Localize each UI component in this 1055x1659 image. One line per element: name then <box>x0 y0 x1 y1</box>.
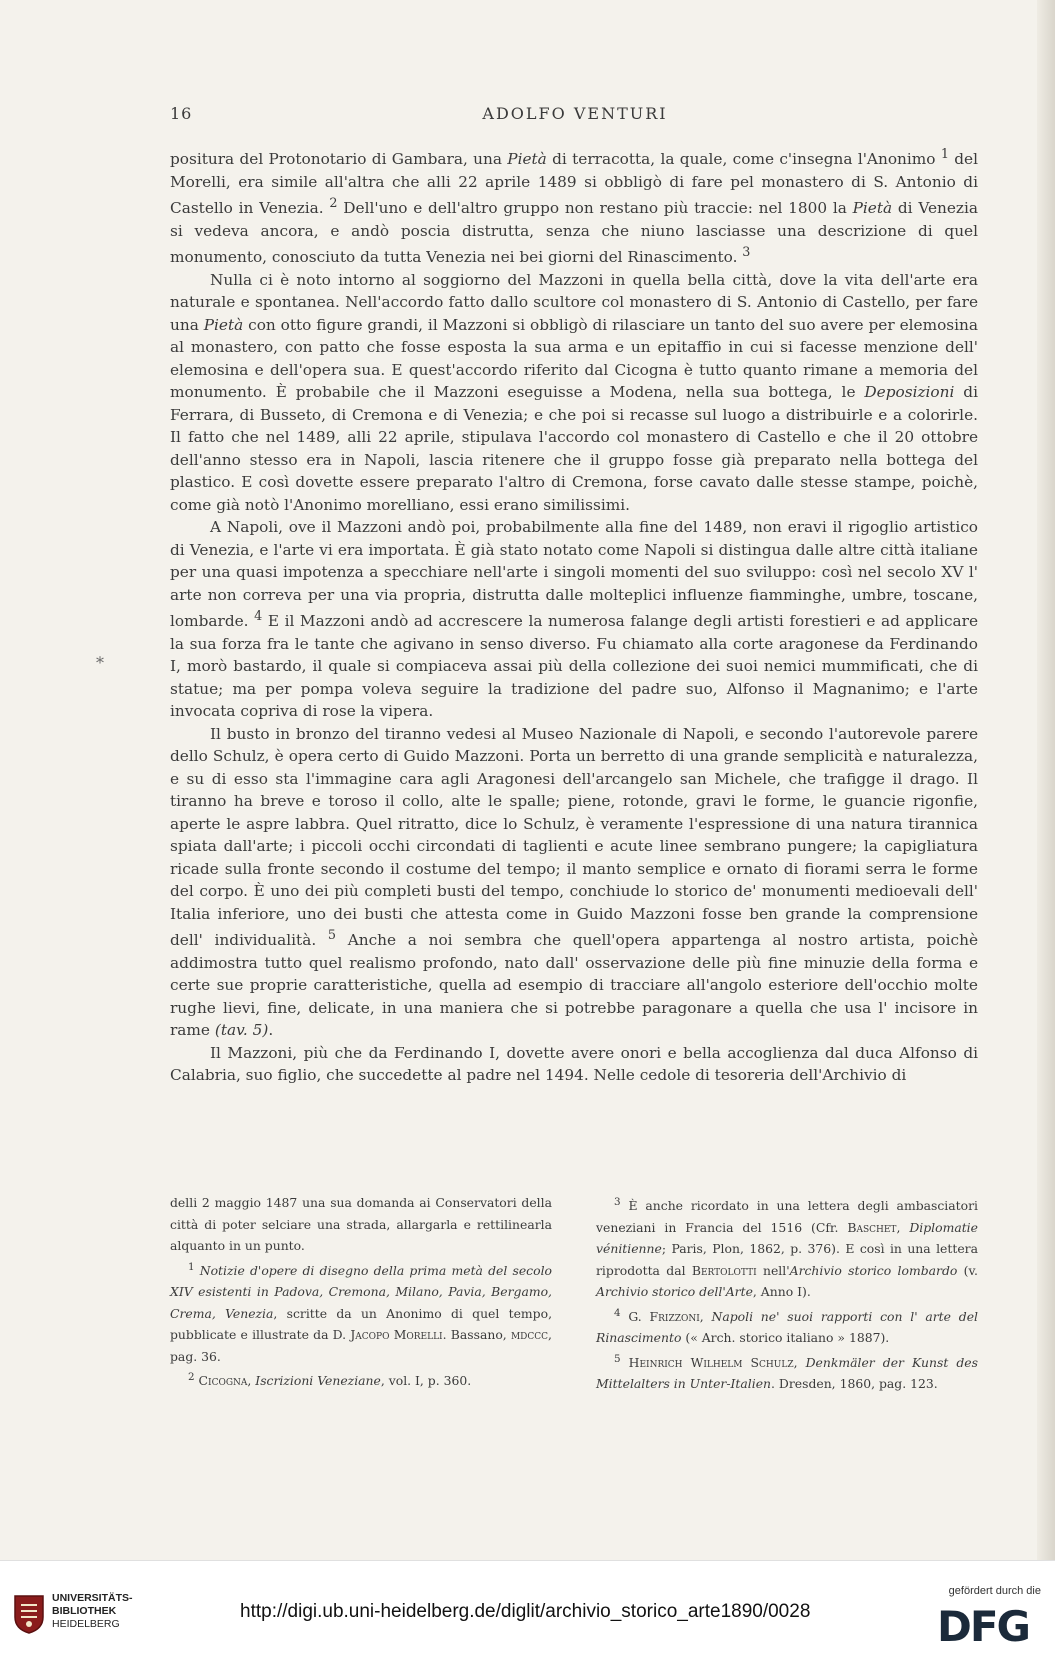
paragraph: Il Mazzoni, più che da Ferdinando I, dovette avere onori e bella accoglienza dal duca Alfonso di Calabria, suo figlio, che succedette al padre nel 1494. Nelle cedole di tesoreria dell'Archivio di <box>170 1043 978 1085</box>
institution-name-line: BIBLIOTHEK <box>52 1605 117 1617</box>
footnotes <box>170 1192 978 1402</box>
paragraph: Il busto in bronzo del tiranno vedesi al Museo Nazionale di Napoli, e secondo l'autorevole parere dello Schulz, è opera certo di Guido Mazzoni. Porta un berretto di una grande semplicità e naturalezza, e su di esso sta l'immagine cara agli Aragonesi dell'arcangelo san Michele, che trafigge il drago. Il tiranno ha breve e toroso il collo, alte le spalle; piene, rotonde, gravi le forme, le guancie rigonfie, aperte le aspre labbra. Quel ritratto, dice lo Schulz, è veramente l'espressione di una natura tirannica spiata dall'arte; i piccoli occhi circondati di taglienti e acute linee sembrano pungere; la capigliatura ricade sulla fronte secondo il costume del tempo; il manto semplice e ornato di fiorami serra le forme del corpo. È uno dei più completi busti del tempo, conchiude lo storico de' monumenti medioevali dell' Italia inferiore, uno dei busti che attesta come in Guido Mazzoni fosse ben grande la comprensione dell' individualità. $^5$ Anche a noi sembra che quell'opera appartenga al nostro artista, poichè addimostra tutto quel realismo profondo, nato dall' osservazione delle più fine minuzie della forma e certe sue proprie caratteristiche, quella ad esempio di tracciare all'angolo esteriore dell'occhio molte rughe lievi, fine, delicate, in una maniera che si potrebbe paragonare a quella che usa l' incisore in rame (tav. 5). <box>170 724 979 1040</box>
page-gutter-shadow <box>1037 0 1055 1560</box>
paragraph: A Napoli, ove il Mazzoni andò poi, probabilmente alla fine del 1489, non eravi il rigoglio artistico di Venezia, e l'arte vi era importata. È già stato notato come Napoli si distingua dalle altre città italiane per una quasi impotenza a specchiare nell'arte i singoli momenti del suo sviluppo: così nel secolo XV l' arte non correva per una via propria, distrutta dalle molteplici influenze fiamminghe, umbre, toscane, lombarde. $^4$ E il Mazzoni andò ad accrescere la numerosa falange degli artisti forestieri e ad applicare la sua forza fra le tante che agivano in senso diverso. Fu chiamato alla corte aragonese da Ferdinando I, morò bastardo, il quale si compiaceva assai più della collezione dei suoi nemici mummificati, che di statue; ma per pompa voleva seguire la tradizione del padre suo, Alfonso il Magnanimo; e l'arte invocata copriva di rose la vipera. <box>170 518 978 721</box>
institution-name-line: HEIDELBERG <box>52 1618 120 1630</box>
running-head <box>170 104 980 126</box>
footnote-5: $^5$ Heinrich Wilhelm Schulz, Denkmäler der Kunst des Mittelalters in Unter-Italien. Dresden, 1860, pag. 123. <box>596 1352 978 1392</box>
viewer-footer <box>0 1560 1055 1659</box>
footnote-3: $^3$ È anche ricordato in una lettera degli ambasciatori veneziani in Francia del 1516 (Cfr. Baschet, Diplomatie vénitienne; Paris, Plon, 1862, p. 376). E così in una lettera riprodotta dal Bertolotti nell'Archivio storico lombardo (v. Archivio storico dell'Arte, Anno I). <box>596 1196 978 1300</box>
funding-caption: gefördert durch die <box>948 1585 1041 1597</box>
paragraph: Nulla ci è noto intorno al soggiorno del Mazzoni in quella bella città, dove la vita dell'arte era naturale e spontanea. Nell'accordo fatto dallo scultore col monastero di S. Antonio di Castello, per fare una Pietà con otto figure grandi, il Mazzoni si obbligò di rilasciare un tanto del suo avere per elemosina al monastero, con patto che fosse esposta la sua arma e un epitaffio in cui si facesse menzione dell' elemosina e dell'opera sua. E quest'accordo riferito dal Cicogna è tutto quanto rimane a memoria del monumento. È probabile che il Mazzoni eseguisse a Modena, nella sua bottega, le Deposizioni di Ferrara, di Busseto, di Cremona e di Venezia; e che poi si recasse sul luogo a distribuirle e a colorirle. Il fatto che nel 1489, alli 22 aprile, stipulava l'accordo col monastero di Castello e che il 20 ottobre dell'anno stesso era in Napoli, lascia ritenere che il gruppo fosse già preparato nella bottega del plastico. E così dovette essere preparato l'altro di Cremona, forse cavato dalle stesse stampe, poichè, come già notò l'Anonimo morelliano, essi erano similissimi. <box>170 270 979 514</box>
dfg-logo-text: DFG <box>937 1605 1030 1645</box>
footnote-continuation: delli 2 maggio 1487 una sua domanda ai Conservatori della città di poter selciare una strada, allargarla e rettilinearla alquanto in un punto. <box>170 1195 552 1253</box>
footnote-2: $^2$ Cicogna, Iscrizioni Veneziane, vol. I, p. 360. <box>188 1371 472 1389</box>
footnotes-left-column <box>170 1192 552 1392</box>
footnotes-right-column <box>596 1192 978 1395</box>
page-number: 16 <box>170 104 193 123</box>
footnote-1: $^1$ Notizie d'opere di disegno della prima metà del secolo XIV esistenti in Padova, Cremona, Milano, Pavia, Bergamo, Crema, Venezia, scritte da un Anonimo di quel tempo, pubblicate e illustrate da D. Jacopo Morelli. Bassano, mdccc, pag. 36. <box>170 1260 553 1364</box>
dfg-logo[interactable] <box>937 1605 1041 1645</box>
asterisk-mark-icon: ⁎ <box>96 648 104 667</box>
permalink-url[interactable]: http://digi.ub.uni-heidelberg.de/diglit/archivio_storico_arte1890/0028 <box>240 1601 811 1622</box>
paragraph: positura del Protonotario di Gambara, una Pietà di terracotta, la quale, come c'insegna l'Anonimo $^1$ del Morelli, era simile all'altra che alli 22 aprile 1489 si obbligò di fare pel monastero di S. Antonio di Castello in Venezia. $^2$ Dell'uno e dell'altro gruppo non restano più traccie: nel 1800 la Pietà di Venezia si vedeva ancora, e andò poscia distrutta, senza che niuno lasciasse una descrizione di quel monumento, conosciuto da tutta Venezia nei bei giorni del Rinascimento. $^3$ <box>170 147 978 267</box>
institution-name-line: UNIVERSITÄTS- <box>52 1592 133 1604</box>
main-text <box>170 144 978 1087</box>
footnote-4: $^4$ G. Frizzoni, Napoli ne' suoi rapporti con l' arte del Rinascimento (« Arch. storico italiano » 1887). <box>596 1306 978 1346</box>
running-title: ADOLFO VENTURI <box>482 104 668 123</box>
institution-name <box>52 1592 162 1631</box>
university-seal-icon[interactable] <box>12 1593 46 1635</box>
